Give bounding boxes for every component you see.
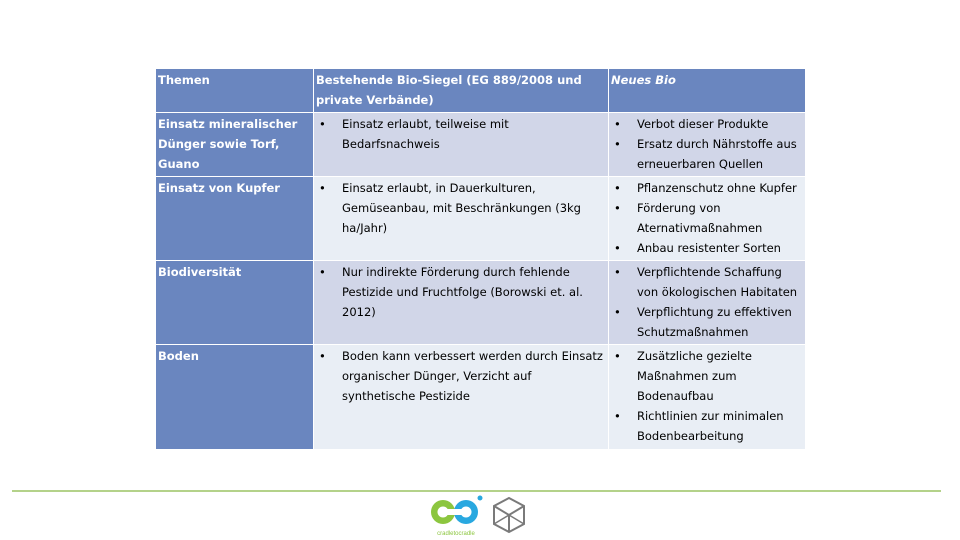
new-cell: [609, 261, 806, 345]
bullet-icon: •: [319, 117, 326, 131]
list-item: • Boden kann verbessert werden durch Einsatz organischer Dünger, Verzicht auf synthetische Pestizide: [316, 346, 606, 406]
list-item: • Verpflichtende Schaffung von ökologischen Habitaten: [611, 262, 803, 302]
existing-cell: [314, 261, 609, 345]
list-item: • Zusätzliche gezielte Maßnahmen zum Bodenaufbau: [611, 346, 803, 406]
table-row: [156, 113, 806, 177]
bullet-icon: •: [614, 265, 621, 279]
cube-logo-icon: [491, 496, 527, 534]
header-new-bio: Neues Bio: [609, 69, 806, 113]
existing-cell: [314, 113, 609, 177]
bullet-icon: •: [319, 181, 326, 195]
bullet-icon: •: [614, 241, 621, 255]
topic-cell: Einsatz von Kupfer: [156, 177, 314, 261]
bullet-icon: •: [614, 137, 621, 151]
list-item: • Einsatz erlaubt, in Dauerkulturen, Gemüseanbau, mit Beschränkungen (3kg ha/Jahr): [316, 178, 606, 238]
topic-cell: Einsatz mineralischer Dünger sowie Torf, Guano: [156, 113, 314, 177]
bullet-list: [611, 178, 803, 258]
new-cell: [609, 345, 806, 450]
bullet-icon: •: [319, 349, 326, 363]
bullet-icon: •: [614, 349, 621, 363]
list-item: • Verbot dieser Produkte: [611, 114, 803, 134]
new-cell: [609, 113, 806, 177]
table-row: [156, 177, 806, 261]
list-item: • Pflanzenschutz ohne Kupfer: [611, 178, 803, 198]
comparison-table: [155, 68, 806, 450]
list-item: • Einsatz erlaubt, teilweise mit Bedarfsnachweis: [316, 114, 606, 154]
existing-cell: [314, 177, 609, 261]
bullet-list: [611, 346, 803, 446]
topic-cell: Boden: [156, 345, 314, 450]
list-item: • Richtlinien zur minimalen Bodenbearbeitung: [611, 406, 803, 446]
bullet-icon: •: [614, 305, 621, 319]
bullet-list: [316, 114, 606, 154]
bullet-icon: •: [614, 117, 621, 131]
list-item: • Verpflichtung zu effektiven Schutzmaßnahmen: [611, 302, 803, 342]
bullet-icon: •: [614, 409, 621, 423]
existing-cell: [314, 345, 609, 450]
bullet-list: [611, 262, 803, 342]
cradle-to-cradle-logo: [428, 494, 484, 538]
list-item: • Ersatz durch Nährstoffe aus erneuerbaren Quellen: [611, 134, 803, 174]
topic-cell: Biodiversität: [156, 261, 314, 345]
new-cell: [609, 177, 806, 261]
bullet-list: [611, 114, 803, 174]
bullet-icon: •: [614, 201, 621, 215]
table-row: [156, 261, 806, 345]
bullet-icon: •: [614, 181, 621, 195]
bullet-list: [316, 178, 606, 238]
header-row: [156, 69, 806, 113]
list-item: • Nur indirekte Förderung durch fehlende Pestizide und Fruchtfolge (Borowski et. al. 2012): [316, 262, 606, 322]
bullet-list: [316, 262, 606, 322]
header-existing-seals: Bestehende Bio-Siegel (EG 889/2008 und private Verbände): [314, 69, 609, 113]
list-item: • Anbau resistenter Sorten: [611, 238, 803, 258]
logo-text: cradletocradle: [437, 531, 475, 537]
header-themen: Themen: [156, 69, 314, 113]
footer-divider: [12, 490, 941, 492]
bullet-icon: •: [319, 265, 326, 279]
table-row: [156, 345, 806, 450]
list-item: • Förderung von Aternativmaßnahmen: [611, 198, 803, 238]
bullet-list: [316, 346, 606, 406]
